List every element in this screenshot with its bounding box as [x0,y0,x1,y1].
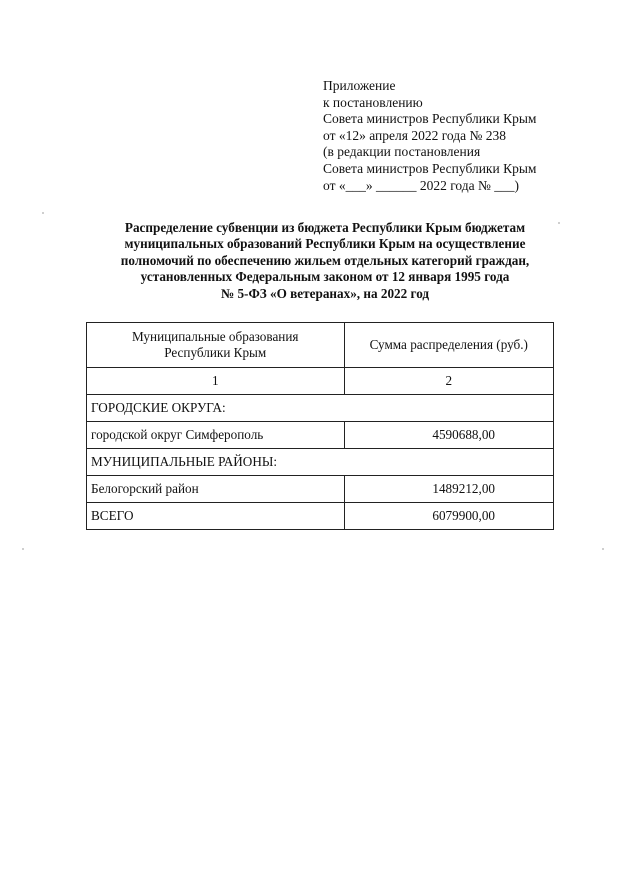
table-column-numbers-row [87,368,554,395]
amount-value: 1489212,00 [344,476,553,503]
amount-value: 4590688,00 [344,422,553,449]
header-cell-municipality [87,323,345,368]
municipality-name: городской округ Симферополь [87,422,345,449]
table-row [87,422,554,449]
scan-speck [602,548,604,550]
table-header-row [87,323,554,368]
table-row [87,476,554,503]
appendix-line: от «___» ______ 2022 года № ___) [323,177,520,193]
total-label: ВСЕГО [87,503,345,530]
appendix-block [323,78,623,194]
appendix-line: от «12» апреля 2022 года № 238 [323,127,507,143]
group-label: МУНИЦИПАЛЬНЫЕ РАЙОНЫ: [87,449,554,476]
municipality-name: Белогорский район [87,476,345,503]
group-label: ГОРОДСКИЕ ОКРУГА: [87,395,554,422]
appendix-line: Совета министров Республики Крым [323,160,537,176]
total-value: 6079900,00 [344,503,553,530]
title-line: полномочий по обеспечению жильем отдельных категорий граждан, [120,252,530,268]
scan-speck [42,212,44,214]
title-line: муниципальных образований Республики Крым на осуществление [124,236,526,252]
column-number: 1 [87,368,345,395]
table-group-row [87,449,554,476]
appendix-line: Совета министров Республики Крым [323,111,537,127]
title-line: Распределение субвенции из бюджета Республики Крым бюджетам [124,220,526,235]
distribution-table [86,322,554,530]
scan-speck [558,222,560,224]
header-text: Республики Крым [164,345,267,360]
header-text: Муниципальные образования [132,329,299,344]
title-line: № 5-ФЗ «О ветеранах», на 2022 год [220,285,430,301]
title-line: установленных Федеральным законом от 12 января 1995 года [140,269,510,285]
table-total-row [87,503,554,530]
appendix-line: Приложение [323,78,396,93]
table-group-row [87,395,554,422]
scan-speck [22,548,24,550]
column-number: 2 [344,368,553,395]
header-cell-amount: Сумма распределения (руб.) [344,323,553,368]
appendix-line: (в редакции постановления [323,144,481,160]
appendix-line: к постановлению [323,94,423,110]
document-title [88,220,562,302]
